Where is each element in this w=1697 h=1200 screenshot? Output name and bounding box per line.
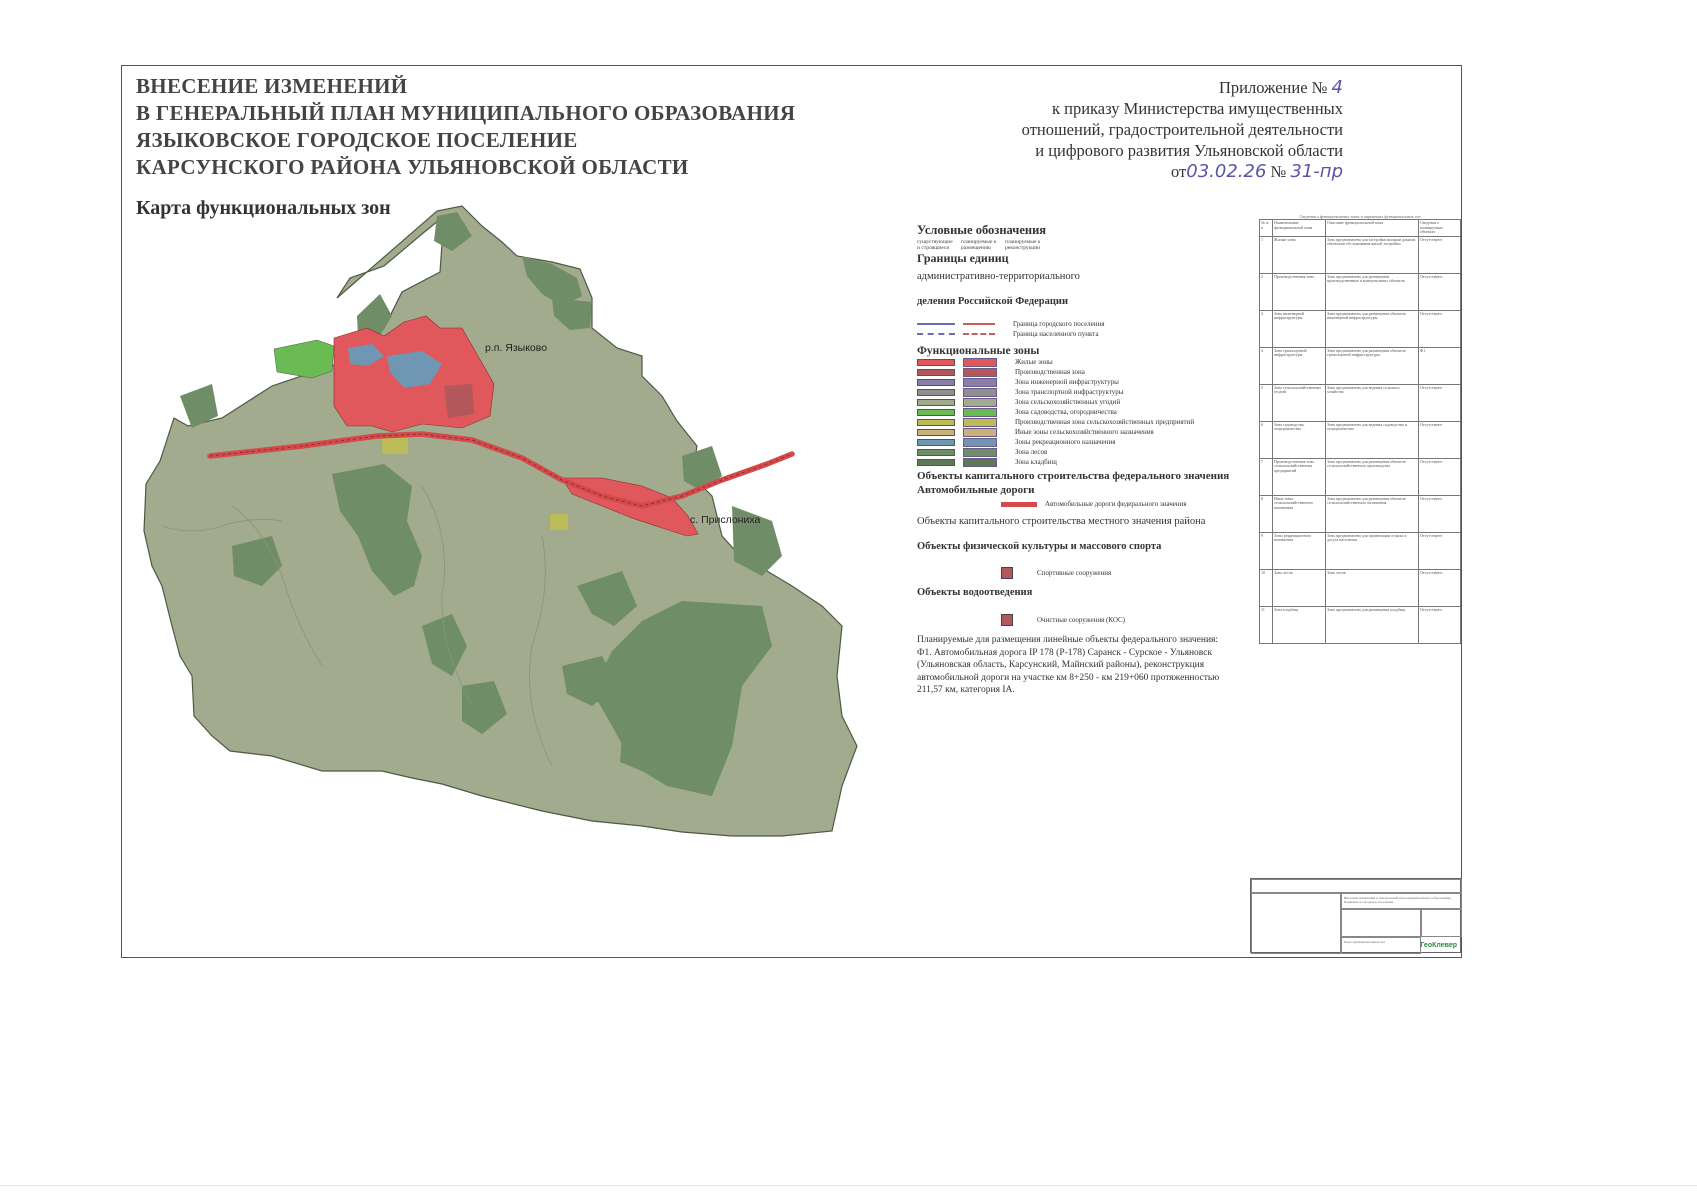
legend-admin-title-2: административно-территориального [917, 271, 1080, 282]
legend-local-title: Объекты капитального строительства местного значения района [917, 516, 1206, 527]
legend-zone-rows [917, 357, 1237, 467]
legend-swatch-existing [917, 409, 955, 416]
table-cell: Отсутствуют [1419, 384, 1461, 421]
legend-title: Условные обозначения [917, 223, 1047, 237]
table-row [1260, 273, 1461, 310]
table-header-row [1260, 220, 1461, 237]
order-date: 03.02.26 [1186, 161, 1267, 182]
title-block-stamp [1250, 878, 1461, 953]
legend-swatch-line [917, 333, 955, 335]
legend-swatch-line [917, 323, 955, 325]
appendix-block [873, 77, 1343, 182]
legend-zone-label: Зона сельскохозяйственных угодий [1015, 398, 1121, 406]
legend-swatch-planned [963, 448, 997, 457]
legend-zone-label: Зона садоводства, огородничества [1015, 408, 1117, 416]
table-cell: Зона сельскохозяйственных угодий [1273, 384, 1326, 421]
legend-row-water [917, 611, 1237, 629]
table-cell: Зона лесов [1326, 569, 1419, 606]
table-cell: 2 [1260, 273, 1273, 310]
title-line-3: ЯЗЫКОВСКОЕ ГОРОДСКОЕ ПОСЕЛЕНИЕ [136, 128, 578, 152]
stamp-cell [1421, 909, 1462, 937]
legend-swatch-planned [963, 458, 997, 467]
legend-zone-row [917, 367, 1237, 377]
table-cell: Зона предназначена для застройки жилыми домами, объектами обслуживания жилой застройки [1326, 236, 1419, 273]
table-cell: Зона предназначена для размещения объектов инженерной инфраструктуры [1326, 310, 1419, 347]
legend-water-title: Объекты водоотведения [917, 587, 1033, 598]
legend-swatch-existing [917, 459, 955, 466]
legend-admin-title-1: Границы единиц [917, 251, 1009, 265]
map-subtitle: Карта функциональных зон [136, 197, 391, 219]
table-cell: Отсутствуют [1419, 273, 1461, 310]
legend-swatch-planned [963, 398, 997, 407]
legend-zone-label: Зона кладбищ [1015, 458, 1057, 466]
table-cell: Производственная зона сельскохозяйственных предприятий [1273, 458, 1326, 495]
legend-row-road [917, 496, 1237, 512]
legend-swatch-existing [917, 419, 955, 426]
zones-table [1259, 214, 1461, 644]
legend-label: Очистные сооружения (КОС) [1037, 615, 1125, 624]
legend-row-boundary-settlement [917, 319, 1237, 329]
legend-zone-label: Иные зоны сельскохозяйственного назначения [1015, 428, 1154, 436]
zones-table-grid [1259, 219, 1461, 644]
table-cell: Отсутствуют [1419, 606, 1461, 643]
table-cell: 4 [1260, 347, 1273, 384]
legend-zone-row [917, 447, 1237, 457]
table-cell: 7 [1260, 458, 1273, 495]
legend-swatch-planned [963, 368, 997, 377]
stamp-sheet-name: Карта функциональных зон [1341, 937, 1421, 954]
table-cell: Зона предназначена для ведения садоводства и огородничества [1326, 421, 1419, 458]
table-cell: Зона предназначена для размещения кладбищ [1326, 606, 1419, 643]
legend-col-reconstruct: планируемые к реконструкции [1005, 239, 1041, 251]
legend-zone-label: Производственная зона сельскохозяйственных предприятий [1015, 418, 1195, 426]
legend-zone-row [917, 437, 1237, 447]
num-prefix: № [1270, 162, 1287, 181]
table-cell: Отсутствуют [1419, 458, 1461, 495]
table-cell: Зона предназначена для размещения объектов сельскохозяйственного производства [1326, 458, 1419, 495]
legend-row-boundary-village [917, 329, 1237, 339]
legend-zone-label: Жилые зоны [1015, 358, 1053, 366]
legend-swatch-existing [917, 369, 955, 376]
table-header: Описание функциональной зоны [1326, 220, 1419, 237]
legend-zone-row [917, 457, 1237, 467]
legend-swatch-existing [917, 359, 955, 366]
title-line-4: КАРСУНСКОГО РАЙОНА УЛЬЯНОВСКОЙ ОБЛАСТИ [136, 155, 689, 179]
legend-label: Автомобильные дороги федерального значения [1045, 500, 1187, 508]
table-cell: Зоны рекреационного назначения [1273, 532, 1326, 569]
table-cell: Отсутствуют [1419, 569, 1461, 606]
legend-swatch-existing [917, 429, 955, 436]
legend-col-planned: планируемые к размещению [961, 239, 997, 251]
title-line-1: ВНЕСЕНИЕ ИЗМЕНЕНИЙ [136, 74, 408, 98]
legend-zone-row [917, 407, 1237, 417]
table-cell: Зона предназначена для ведения сельского хозяйства [1326, 384, 1419, 421]
table-caption: Сведения о функциональных зонах и параметрах функциональных зон [1299, 214, 1421, 219]
table-cell: Жилые зоны [1273, 236, 1326, 273]
appendix-line-1: к приказу Министерства имущественных [1051, 99, 1343, 118]
industrial-zone [444, 384, 474, 418]
table-cell: 10 [1260, 569, 1273, 606]
legend-row-sport [917, 564, 1237, 582]
legend-admin-title-3: деления Российской Федерации [917, 295, 1068, 307]
table-cell: Зона лесов [1273, 569, 1326, 606]
legend-zone-row [917, 357, 1237, 367]
table-cell: 6 [1260, 421, 1273, 458]
table-cell: Зона инженерной инфраструктуры [1273, 310, 1326, 347]
table-cell: Ф1 [1419, 347, 1461, 384]
legend-zone-label: Производственная зона [1015, 368, 1085, 376]
legend-swatch-sport [1001, 567, 1013, 579]
legend-swatch-planned [963, 428, 997, 437]
legend-swatch-existing [917, 439, 955, 446]
legend-swatch-line [963, 333, 995, 335]
zones-table-body [1260, 236, 1461, 643]
table-header: Наименование функциональной зоны [1273, 220, 1326, 237]
legend-swatch-planned [963, 388, 997, 397]
legend-zone-row [917, 427, 1237, 437]
geoklever-logo: ГеоКлевер [1420, 942, 1457, 949]
legend-swatch-existing [917, 389, 955, 396]
legend-label: Граница городского поселения [1013, 320, 1105, 328]
table-row [1260, 569, 1461, 606]
legend-zones-title: Функциональные зоны [917, 345, 1040, 357]
legend-zone-label: Зона лесов [1015, 448, 1048, 456]
table-row [1260, 532, 1461, 569]
stamp-cell [1341, 909, 1421, 937]
legend-label: Спортивные сооружения [1037, 569, 1112, 577]
table-cell: Иные зоны сельскохозяйственного назначения [1273, 495, 1326, 532]
table-cell: 5 [1260, 384, 1273, 421]
table-cell: Отсутствуют [1419, 236, 1461, 273]
table-row [1260, 458, 1461, 495]
legend-swatch-road [1001, 502, 1037, 507]
table-cell: Зона предназначена для размещения объектов транспортной инфраструктуры [1326, 347, 1419, 384]
date-prefix: от [1171, 162, 1187, 181]
table-row [1260, 236, 1461, 273]
appendix-label-line [873, 77, 1343, 98]
table-cell: Зона кладбищ [1273, 606, 1326, 643]
table-cell: Отсутствуют [1419, 421, 1461, 458]
table-cell: 9 [1260, 532, 1273, 569]
order-number: 31-пр [1290, 161, 1343, 182]
table-row [1260, 310, 1461, 347]
stamp-title: Внесение изменений в генеральный план муниципального образования Языковское городское поселение [1341, 893, 1462, 909]
table-cell: Отсутствуют [1419, 532, 1461, 569]
stamp-cell [1251, 893, 1341, 954]
appendix-label: Приложение № [1218, 78, 1328, 97]
legend-zone-row [917, 417, 1237, 427]
legend-swatch-planned [963, 418, 997, 427]
legend-swatch-planned [963, 408, 997, 417]
table-cell: 11 [1260, 606, 1273, 643]
legend-zone-label: Зона инженерной инфраструктуры [1015, 378, 1119, 386]
appendix-line-2: отношений, градостроительной деятельности [1021, 120, 1343, 139]
agri-production-zone [550, 514, 568, 530]
planned-objects-note: Планируемые для размещения линейные объекты федерального значения: Ф1. Автомобильная дорога IP 178 (Р-178) Саранск - Сурское - Ульяновск (Ульяновская область, Карсунский, Майнский районы), реконструкция автомобильной дороги на участке км 8+250 - км 219+060 протяженностью 211,57 км, категория IA. [917, 635, 1220, 695]
legend-federal-title: Объекты капитального строительства федерального значения [917, 470, 1230, 482]
legend-zone-row [917, 387, 1237, 397]
table-row [1260, 606, 1461, 643]
table-cell: Зона предназначена для размещения объектов сельскохозяйственного назначения [1326, 495, 1419, 532]
table-cell: 1 [1260, 236, 1273, 273]
legend-zone-row [917, 397, 1237, 407]
table-cell: Отсутствуют [1419, 310, 1461, 347]
table-cell: Зона транспортной инфраструктуры [1273, 347, 1326, 384]
stamp-cell [1251, 879, 1462, 893]
map-sheet [121, 65, 1462, 958]
legend-swatch-planned [963, 358, 997, 367]
legend-swatch-existing [917, 399, 955, 406]
legend-col-headers [917, 239, 1237, 251]
legend-roads-title: Автомобильные дороги [917, 484, 1035, 496]
table-cell: Зона предназначена для размещения производственных и коммунальных объектов [1326, 273, 1419, 310]
legend-swatch-existing [917, 379, 955, 386]
legend-swatch-planned [963, 438, 997, 447]
legend-swatch-existing [917, 449, 955, 456]
table-cell: Отсутствуют [1419, 495, 1461, 532]
table-row [1260, 495, 1461, 532]
table-cell: Зона садоводства, огородничества [1273, 421, 1326, 458]
appendix-date-line [873, 161, 1343, 182]
legend-swatch-line [963, 323, 995, 325]
legend-sport-title: Объекты физической культуры и массового спорта [917, 540, 1162, 552]
legend-zone-label: Зоны рекреационного назначения [1015, 438, 1116, 446]
appendix-line-3: и цифрового развития Ульяновской области [1035, 141, 1343, 160]
table-row [1260, 384, 1461, 421]
title-line-2: В ГЕНЕРАЛЬНЫЙ ПЛАН МУНИЦИПАЛЬНОГО ОБРАЗОВАНИЯ [136, 101, 796, 125]
table-row [1260, 347, 1461, 384]
table-cell: Производственная зона [1273, 273, 1326, 310]
map-label-river: р.п. Языково [485, 342, 548, 354]
table-header: Сведения о планируемых объектах [1419, 220, 1461, 237]
legend-zone-row [917, 377, 1237, 387]
legend-swatch-water [1001, 614, 1013, 626]
table-cell: Зона предназначена для организации отдыха и досуга населения [1326, 532, 1419, 569]
legend-swatch-planned [963, 378, 997, 387]
map-legend [917, 223, 1237, 629]
table-cell: 8 [1260, 495, 1273, 532]
table-header: № п/п [1260, 220, 1273, 237]
garden-zone [274, 340, 334, 378]
legend-col-existing: существующие и строящиеся [917, 239, 953, 251]
legend-zone-label: Зона транспортной инфраструктуры [1015, 388, 1124, 396]
legend-label: Граница населенного пункта [1013, 330, 1099, 338]
table-row [1260, 421, 1461, 458]
appendix-number: 4 [1331, 77, 1343, 98]
table-cell: 3 [1260, 310, 1273, 347]
map-label-village: с. Прислониха [690, 514, 761, 526]
